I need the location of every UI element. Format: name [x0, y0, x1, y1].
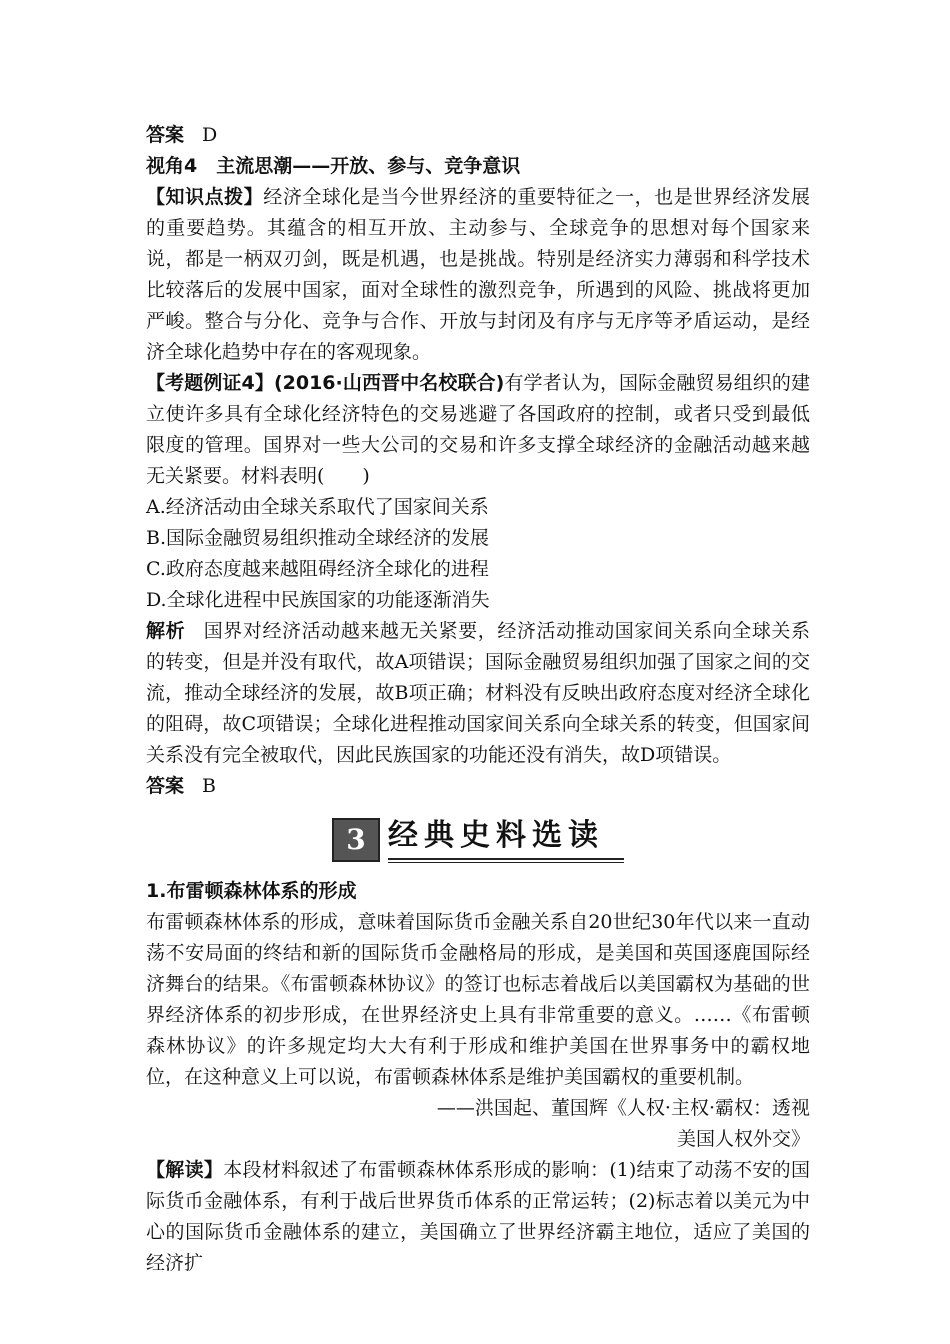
item1-title: 1.布雷顿森林体系的形成 [146, 880, 357, 902]
option-a: A.经济活动由全球关系取代了国家间关系 [146, 496, 489, 518]
reading-text: 本段材料叙述了布雷顿森林体系形成的影响：(1)结束了动荡不安的国际货币金融体系，有利于战后世界货币体系的正常运转；(2)标志着以美元为中心的国际货币金融体系的建立，美国确立了世界经济霸主地位，适应了美国的经济扩 [146, 1159, 810, 1274]
answer-b [146, 771, 810, 802]
analysis-text: 国界对经济活动越来越无关紧要，经济活动推动国家间关系向全球关系的转变，但是并没有取代，故A项错误；国际金融贸易组织加强了国家之间的交流，推动全球经济的发展，故B项正确；材料没有反映出政府态度对经济全球化的阻碍，故C项错误；全球化进程推动国家间关系向全球关系的转变，但国家间关系没有完全被取代，因此民族国家的功能还没有消失，故D项错误。 [146, 620, 810, 766]
analysis-paragraph [146, 616, 810, 771]
section-banner [332, 816, 624, 862]
answer2-value: B [202, 775, 216, 797]
analysis-label: 解析 [146, 620, 186, 642]
example-text: 有学者认为，国际金融贸易组织的建立使许多具有全球化经济特色的交易逃避了各国政府的控制，或者只受到最低限度的管理。国界对一些大公司的交易和许多支撑全球经济的金融活动越来越无关紧要。材料表明( ) [146, 372, 810, 487]
answer-label: 答案 [146, 124, 185, 146]
knowledge-paragraph [146, 182, 810, 368]
example-source: (2016·山西晋中名校联合) [273, 372, 505, 394]
option-d: D.全球化进程中民族国家的功能逐渐消失 [146, 589, 490, 611]
answer2-label: 答案 [146, 775, 185, 797]
option-c: C.政府态度越来越阻碍经济全球化的进程 [146, 558, 489, 580]
section-underline-thin [388, 862, 624, 863]
item1-source-line1: ——洪国起、董国辉《人权·主权·霸权：透视 [436, 1097, 810, 1119]
section-underline [388, 858, 624, 860]
top-answer [146, 120, 810, 151]
item1-source-line2: 美国人权外交》 [676, 1128, 810, 1150]
example-paragraph [146, 368, 810, 492]
view4-title: 视角4 主流思潮——开放、参与、竞争意识 [146, 155, 521, 177]
option-b: B.国际金融贸易组织推动全球经济的发展 [146, 527, 490, 549]
reading-tag: 【解读】 [146, 1159, 224, 1181]
reading-paragraph [146, 1155, 810, 1279]
section-title: 经典史料选读 [388, 818, 604, 853]
knowledge-text: 经济全球化是当今世界经济的重要特征之一，也是世界经济发展的重要趋势。其蕴含的相互开放、主动参与、全球竞争的思想对每个国家来说，都是一柄双刃剑，既是机遇，也是挑战。特别是经济实力薄弱和科学技术比较落后的发展中国家，面对全球性的激烈竞争，所遇到的风险、挑战将更加严峻。整合与分化、竞争与合作、开放与封闭及有序与无序等矛盾运动，是经济全球化趋势中存在的客观现象。 [146, 186, 810, 363]
item1-text: 布雷顿森林体系的形成，意味着国际货币金融关系自20世纪30年代以来一直动荡不安局面的终结和新的国际货币金融格局的形成，是美国和英国逐鹿国际经济舞台的结果。《布雷顿森林协议》的签订也标志着战后以美国霸权为基础的世界经济体系的初步形成，在世界经济史上具有非常重要的意义。……《布雷顿森林协议》的许多规定均大大有利于形成和维护美国在世界事务中的霸权地位，在这种意义上可以说，布雷顿森林体系是维护美国霸权的重要机制。 [146, 911, 810, 1088]
example-tag: 【考题例证4】 [146, 372, 274, 394]
content-column [146, 120, 810, 1279]
knowledge-tag: 【知识点拨】 [146, 186, 264, 208]
answer-value: D [202, 124, 218, 146]
section-number: 3 [332, 818, 380, 862]
